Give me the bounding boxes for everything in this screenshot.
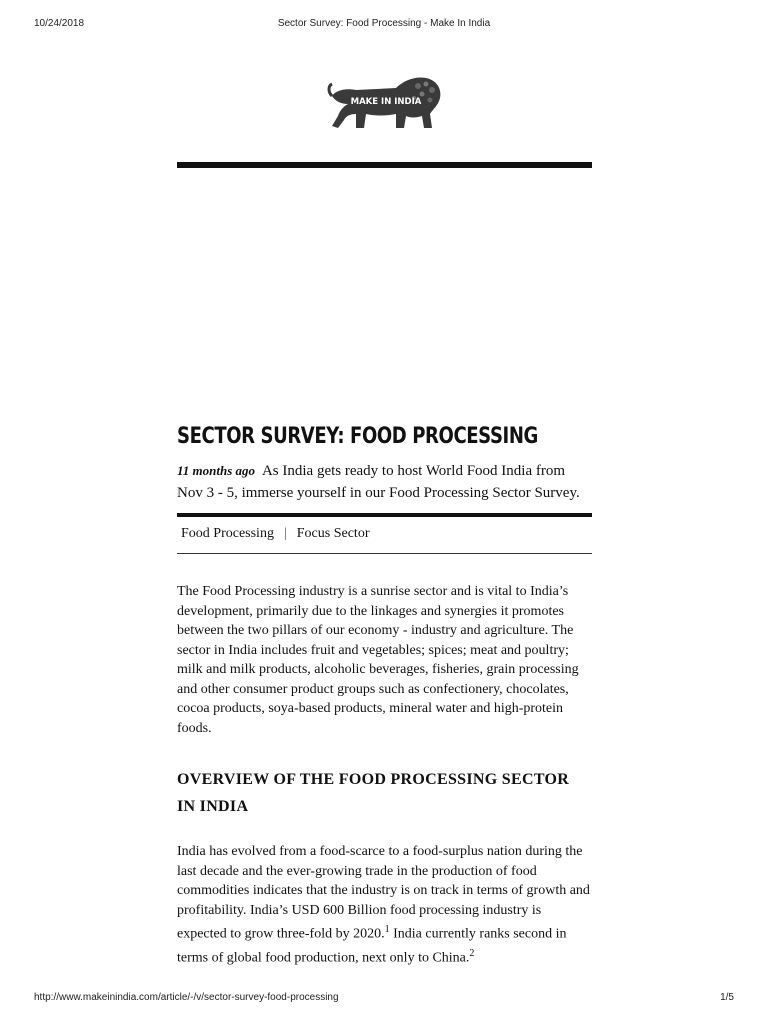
print-date: 10/24/2018 (34, 18, 85, 29)
print-document-title: Sector Survey: Food Processing - Make In India (277, 18, 491, 29)
tag-focus-sector[interactable]: Focus Sector (296, 526, 370, 541)
make-in-india-logo[interactable] (326, 70, 444, 132)
logo-text: MAKE IN INDIA (350, 97, 422, 107)
footnote-ref-1[interactable]: 1 (384, 924, 390, 935)
article-tags (181, 526, 369, 542)
section-heading: OVERVIEW OF THE FOOD PROCESSING SECTOR IN INDIA (177, 771, 570, 815)
intro-text: As India gets ready to host World Food India from Nov 3 - 5, immerse yourself in our Food Processing Sector Survey. (177, 463, 580, 501)
body-paragraph-2 (177, 842, 592, 968)
body-paragraph-1: The Food Processing industry is a sunrise sector and is vital to India’s development, primarily due to the linkages and synergies it promotes between the two pillars of our economy - industry and agriculture. The sector in India includes fruit and vegetables; spices; meat and poultry; milk and milk products, alcoholic beverages, fisheries, grain processing and other consumer product groups such as confectionery, chocolates, cocoa products, soya-based products, mineral water and high-protein foods. (177, 584, 579, 736)
page-number: 1/5 (720, 992, 734, 1003)
paragraph-2-text-a: India has evolved from a food-scarce to a food-surplus nation during the last decade and the ever-growing trade in the production of food commodities indicates that the industry is on track in terms of growth and profitability. India’s USD 600 Billion food processing industry is expected to grow three-fold by 2020. (177, 844, 590, 942)
tags-divider (177, 553, 592, 554)
tag-separator: | (283, 526, 287, 541)
lion-logo-icon (326, 70, 444, 132)
intro-divider (177, 513, 592, 517)
print-url: http://www.makeinindia.com/article/-/v/sector-survey-food-processing (34, 992, 339, 1003)
article-title: SECTOR SURVEY: FOOD PROCESSING (177, 424, 538, 449)
header-divider (177, 162, 592, 168)
footnote-ref-2[interactable]: 2 (469, 948, 475, 960)
paragraph-2-text-b: India currently ranks second in terms of global food production, next only to China. (177, 926, 567, 966)
article-intro (177, 460, 592, 504)
post-age: 11 months ago (177, 463, 256, 478)
tag-food-processing[interactable]: Food Processing (181, 526, 274, 541)
